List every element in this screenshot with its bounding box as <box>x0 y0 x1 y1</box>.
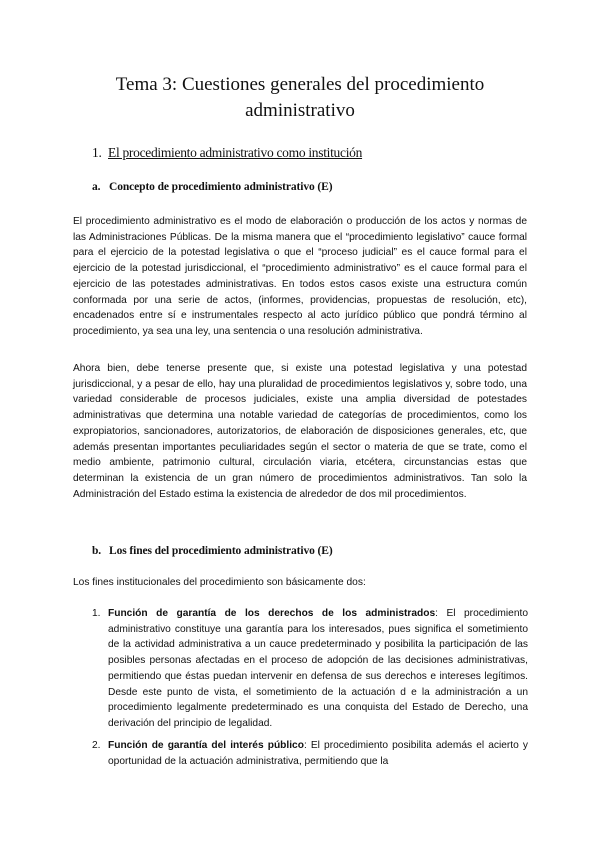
list-item-body <box>108 738 528 769</box>
list-item <box>92 738 528 769</box>
subsection-heading-a <box>92 181 332 193</box>
page-title <box>80 72 520 124</box>
section-number: 1. <box>92 145 102 160</box>
section-heading <box>92 145 362 161</box>
list-item-heading: Función de garantía de los derechos de los administrados <box>108 608 436 619</box>
list-marker: 1. <box>92 608 101 619</box>
subsection-letter-b: b. <box>92 545 102 557</box>
subsection-letter-a: a. <box>92 181 101 193</box>
title-line-1: Tema 3: Cuestiones generales del procedimiento <box>115 74 485 95</box>
list-item-text: : El procedimiento administrativo constituye una garantía para los interesados, pues significa el sometimiento de la actividad administrativa a un cauce predeterminado y posibilita la participación de las posibles personas afectadas en el proceso de adopción de las decisiones administrativas, permitiendo que éstas puedan intervenir en defensa de sus derechos e intereses legítimos. Desde este punto de vista, el sometimiento de la actuación d e la administración a un procedimiento legalmente predeterminado es una conquista del Estado de Derecho, una derivación del principio de legalidad. <box>108 608 529 729</box>
subsection-heading-b <box>92 545 333 557</box>
subsection-title-a: Concepto de procedimiento administrativo (E) <box>109 181 333 193</box>
list-item-body <box>108 606 528 732</box>
subsection-title-b: Los fines del procedimiento administrativo (E) <box>109 545 333 557</box>
list-item <box>92 606 528 732</box>
intro-text: Los fines institucionales del procedimiento son básicamente dos: <box>73 577 366 588</box>
list-marker: 2. <box>92 740 101 751</box>
list-item-text: : El procedimiento posibilita además el acierto y oportunidad de la actuación administrativa, permitiendo que la <box>108 740 528 767</box>
paragraph-concept: El procedimiento administrativo es el modo de elaboración o producción de los actos y normas de las Administraciones Públicas. De la misma manera que el “procedimiento legislativo” cauce formal para el ejercicio de la potestad legislativa o que el “proceso judicial” es el cauce formal para el ejercicio de la potestad jurisdiccional, el “procedimiento administrativo” es el cauce formal para el ejercicio de las potestades administrativas. En todos estos casos existe una estructura común conformada por una serie de actos, (informes, providencias, propuestas de resolución, etc), encadenados entre sí e instrumentales respecto al acto jurídico público que pondrá término al procedimiento, ya sea una ley, una sentencia o una resolución administrativa. <box>73 216 527 337</box>
section-title: El procedimiento administrativo como institución <box>108 145 363 160</box>
paragraph-diversity: Ahora bien, debe tenerse presente que, si existe una potestad legislativa y una potestad jurisdiccional, y a pesar de ello, hay una pluralidad de procedimientos legislativos y, sobre todo, una variedad considerable de procesos judiciales, existe una amplia diversidad de potestades administrativas que determina una notable variedad de categorías de procedimientos, como los expropiatorios, sancionadores, autorizatorios, de elaboración de disposiciones generales, etc, que además presentan importantes peculiaridades según el sector o materia de que se trate, como el medio ambiente, patrimonio cultural, circulación viaria, etcétera, circunstancias estas que determinan la existencia de un gran número de procedimientos administrativos. Tan solo la Administración del Estado estima la existencia de alrededor de dos mil procedimientos. <box>73 363 527 500</box>
title-line-2: administrativo <box>245 100 355 121</box>
list-item-heading: Función de garantía del interés público <box>108 740 304 751</box>
